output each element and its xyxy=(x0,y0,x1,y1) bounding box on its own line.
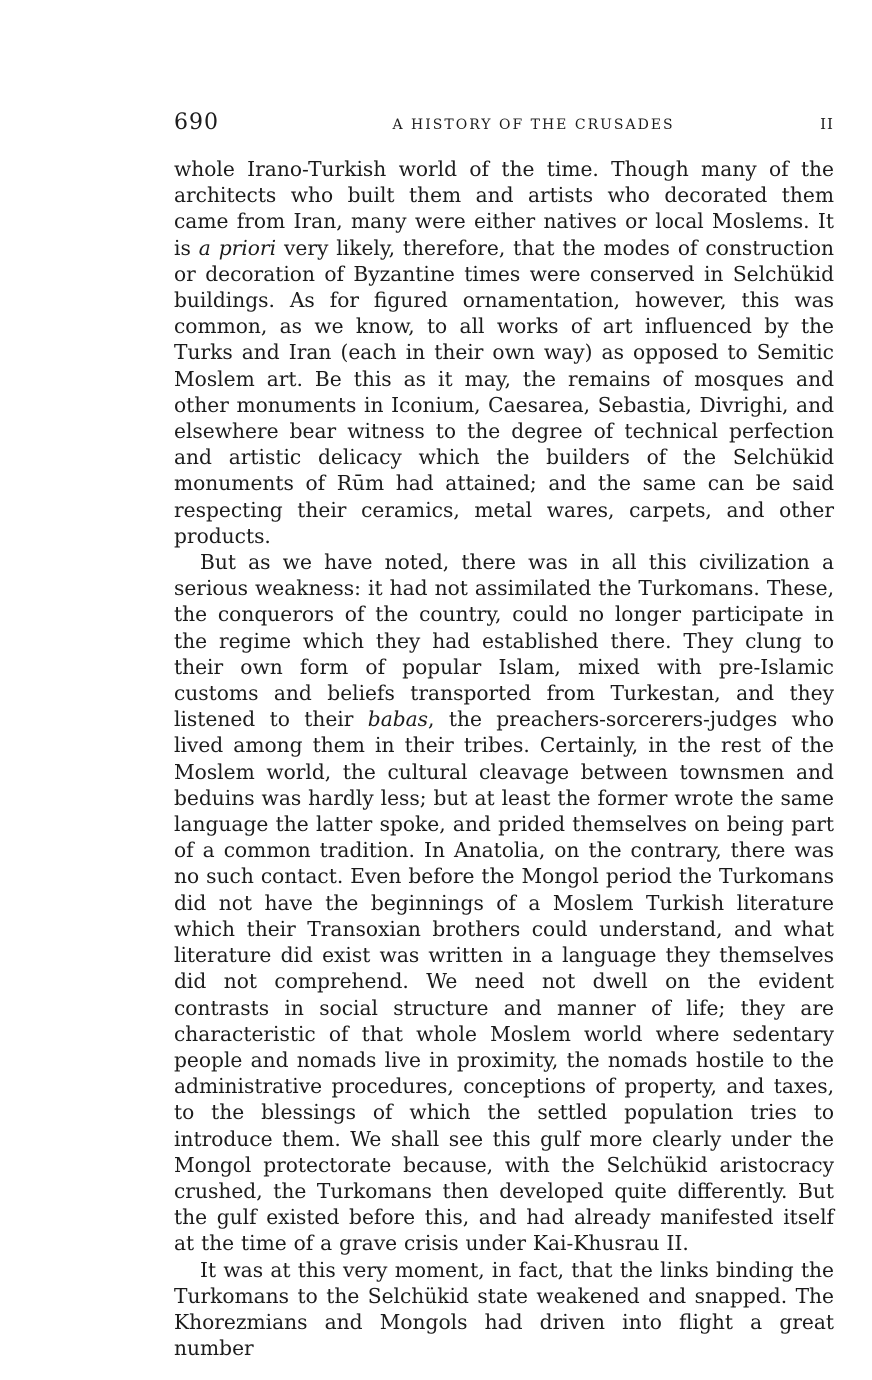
running-title: A HISTORY OF THE CRUSADES xyxy=(392,117,675,133)
paragraph-continued: whole Irano-Turkish world of the time. Though many of the architects who built them and artists who decorated them came from Iran, many were either natives or local Moslems. It is a priori very likely, therefore, that the modes of construction or decoration of Byzantine times were conserved in Selchükid buildings. As for figured ornamentation, however, this was common, as we know, to all works of art influenced by the Turks and Iran (each in their own way) as opposed to Semitic Moslem art. Be this as it may, the remains of mosques and other monuments in Iconium, Caesarea, Sebastia, Divrighi, and elsewhere bear witness to the degree of technical perfection and artistic delicacy which the builders of the Selchükid monuments of Rūm had attained; and the same can be said respecting their ceramics, metal wares, carpets, and other products. xyxy=(174,157,835,548)
body-text xyxy=(174,156,834,1361)
paragraph: It was at this very moment, in fact, that the links binding the Turkomans to the Selchükid state weakened and snapped. The Khorezmians and Mongols had driven into flight a great number xyxy=(174,1257,834,1361)
paragraph: But as we have noted, there was in all this civilization a serious weakness: it had not assimilated the Turkomans. These, the conquerors of the country, could no longer participate in the regime which they had established there. They clung to their own form of popular Islam, mixed with pre-Islamic customs and beliefs transported from Turkestan, and they listened to their babas, the preachers-sorcerers-judges who lived among them in their tribes. Certainly, in the rest of the Moslem world, the cultural cleavage between townsmen and beduins was hardly less; but at least the former wrote the same language the latter spoke, and prided themselves on being part of a common tradition. In Anatolia, on the contrary, there was no such contact. Even before the Mongol period the Turkomans did not have the beginnings of a Moslem Turkish literature which their Transoxian brothers could understand, and what literature did exist was written in a language they themselves did not comprehend. We need not dwell on the evident contrasts in social structure and manner of life; they are characteristic of that whole Moslem world where sedentary people and nomads live in proximity, the nomads hostile to the administrative procedures, conceptions of property, and taxes, to the blessings of which the settled population tries to introduce them. We shall see this gulf more clearly under the Mongol protectorate because, with the Selchükid aristocracy crushed, the Turkomans then developed quite differently. But the gulf existed before this, and had already manifested itself at the time of a grave crisis under Kai-Khusrau II. xyxy=(174,550,834,1256)
volume-number: II xyxy=(820,115,834,133)
italic-term: babas xyxy=(367,707,429,732)
book-page xyxy=(174,110,834,1361)
running-header xyxy=(174,110,834,138)
page-number: 690 xyxy=(174,110,219,135)
italic-term: a priori xyxy=(198,235,277,260)
